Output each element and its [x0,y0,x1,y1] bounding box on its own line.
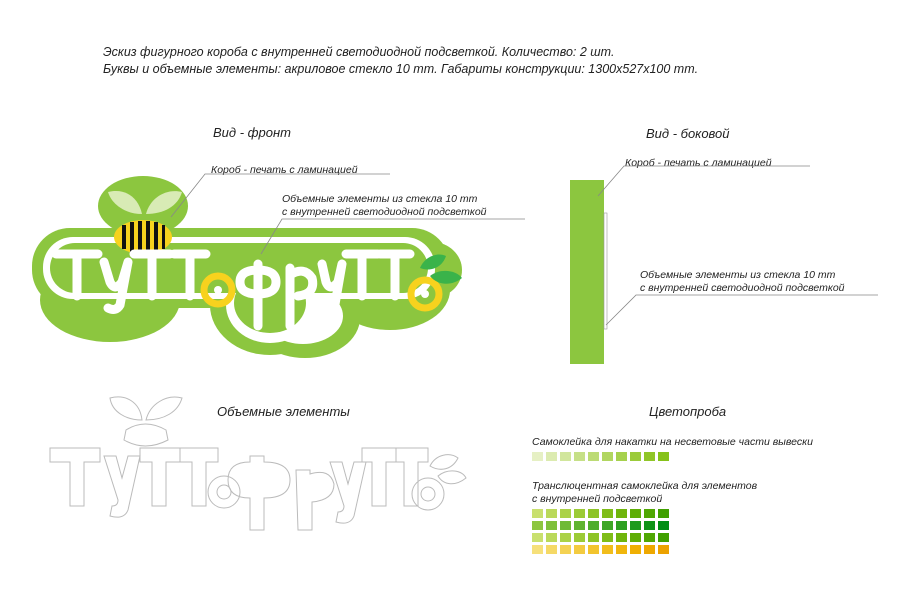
color-label-opaque: Самоклейка для накатки на несветовые части вывески [532,436,813,448]
outline-letter-t1 [50,448,100,506]
front-callout-elements-line-1: Объемные элементы из стекла 10 mm [282,193,478,205]
outline-bee [124,424,168,446]
outline-letter-o1 [208,476,240,508]
front-callout-box: Короб - печать с ламинацией [211,164,358,176]
front-leader-box [171,174,390,217]
side-callout-box: Короб - печать с ламинацией [625,157,772,169]
outline-leaf-4 [438,471,466,484]
side-callout-elements-line-1: Объемные элементы из стекла 10 mm [640,269,836,281]
outline-letter-o2-inner [421,487,435,501]
description-line-2: Буквы и объемные элементы: акриловое стекло 10 mm. Габариты конструкции: 1300x527x100 mm. [103,62,699,76]
front-callout-elements-line-2: с внутренней светодиодной подсветкой [282,206,487,218]
side-view-title: Вид - боковой [646,126,730,141]
outline-letter-t3 [180,448,218,506]
color-label-translucent-line-1: Транслюцентная самоклейка для элементов [532,480,758,492]
color-label-translucent-line-2: с внутренней подсветкой [532,493,663,505]
bee-icon [114,220,172,254]
elements-view-title: Объемные элементы [217,404,350,419]
outline-leaf-right [146,397,182,420]
outline-letter-f [228,456,290,530]
side-leader-elements [606,295,878,325]
outline-letter-o2 [412,478,444,510]
letter-o-2-dot [421,290,429,298]
outline-leaf-3 [430,455,458,470]
outline-letter-t4 [362,448,396,506]
front-logo [32,174,525,358]
outline-letter-t2 [140,448,180,506]
side-callout-elements-line-2: с внутренней светодиодной подсветкой [640,282,845,294]
outline-letter-r [296,470,334,530]
outline-letter-u1 [104,456,140,517]
letter-o-1-dot [214,286,222,294]
outline-leaf-left [110,397,142,420]
side-acrylic [604,213,607,329]
outline-letter-u2 [330,462,366,523]
front-view-title: Вид - фронт [213,125,291,140]
side-leader-box [598,166,810,196]
side-box [570,180,604,364]
color-proof-title: Цветопроба [649,404,727,419]
side-view [570,166,878,364]
description-line-1: Эскиз фигурного короба с внутренней светодиодной подсветкой. Количество: 2 шт. [103,45,615,59]
outline-elements [50,397,466,530]
